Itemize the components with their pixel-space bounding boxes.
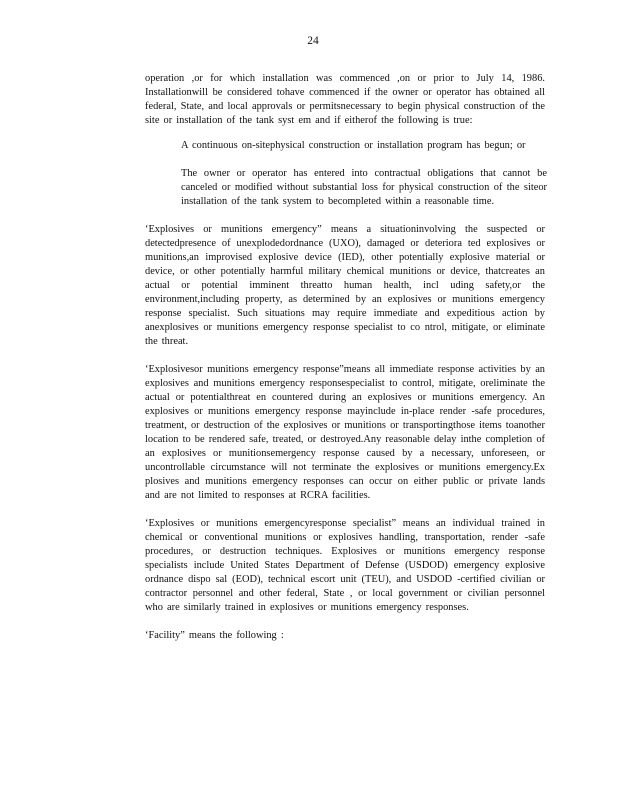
- list-item-contractual-obligations: The owner or operator has entered into contractual obligations that cannot be canceled or modified without substantial loss for physical construction of the siteor installation of the tank system to becompleted within a reasonable time.: [181, 168, 547, 207]
- paragraph-response-specialist-definition: ‘Explosives or munitions emergencyresponse specialist” means an individual trained in chemical or conventional munitions or explosives handling, transportation, render -safe procedures, or destruction techniques. Explosives or munitions emergency response specialists include United States Department of Defense (USDOD) emergency explosive ordnance dispo sal (EOD), technical escort unit (TEU), and USDOD -certified civilian or contractor personnel and other federal, State , or local government or civilian personnel who are similarly trained in explosives or munitions emergency responses.: [145, 518, 545, 613]
- paragraph-operation-definition: operation ,or for which installation was commenced ,on or prior to July 14, 1986. Installationwill be considered tohave commenced if the owner or operator has obtained all federal, State, and local approvals or permitsnecessary to begin physical construction of the site or installation of the tank syst em and if eitherof the following is true:: [145, 73, 545, 126]
- body-text: [145, 72, 545, 651]
- list-item-construction-program: A continuous on-sitephysical construction or installation program has begun; or: [181, 140, 526, 151]
- paragraph-explosives-emergency-definition: ‘Explosives or munitions emergency” means a situationinvolving the suspected or detectedpresence of unexplodedordnance (UXO), damaged or deteriora ted explosives or munitions,an improvised explosive device (IED), other potentially explosive material or device, or other potentially harmful military chemical munitions or device, thatcreates an actual or potential imminent threatto human health, incl uding safety,or the environment,including property, as determined by an explosives or munitions emergency response specialist. Such situations may require immediate and expeditious action by anexplosives or munitions emergency response specialist to co ntrol, mitigate, or eliminate the threat.: [145, 224, 545, 347]
- paragraph-explosives-emergency-response-definition: ‘Explosivesor munitions emergency response”means all immediate response activities by an explosives and munitions emergency responsespecialist to control, mitigate, oreliminate the actual or potentialthreat en countered during an explosives or munitions emergency. An explosives or munitions emergency response mayinclude in-place render -safe procedures, treatment, or destruction of the explosives or munitions or transportingthose items toanother location to be rendered safe, treated, or destroyed.Any reasonable delay inthe completion of an explosives or munitionsemergency response caused by a necessary, unforeseen, or uncontrollable circumstance will not terminate the explosives or munitions emergency.Ex plosives and munitions emergency responses can occur on either public or private lands and are not limited to responses at RCRA facilities.: [145, 364, 545, 501]
- page-number: 24: [307, 35, 319, 47]
- paragraph-facility-definition: ‘Facility” means the following :: [145, 630, 284, 641]
